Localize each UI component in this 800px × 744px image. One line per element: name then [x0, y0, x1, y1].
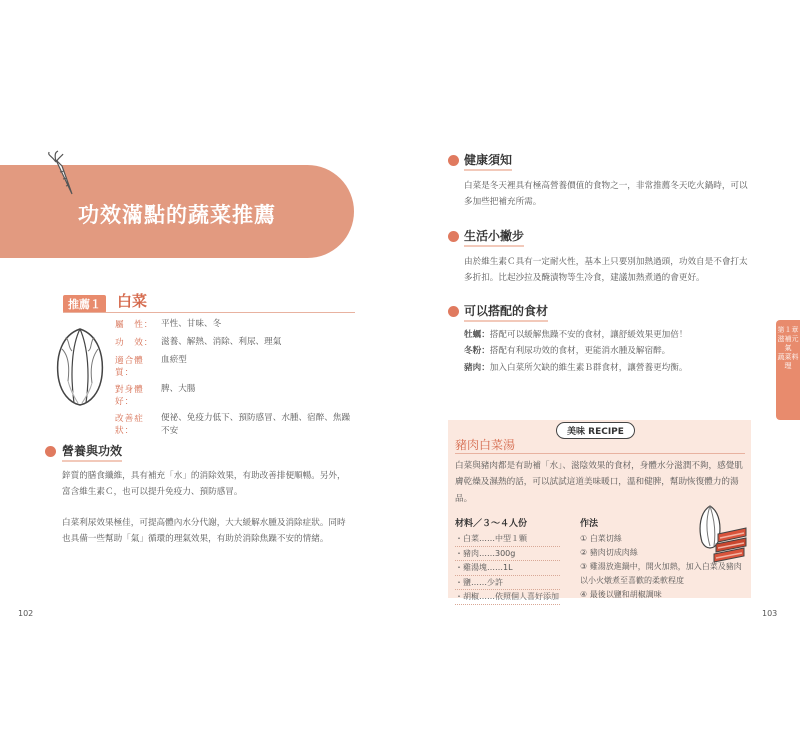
page-number: 103 — [762, 609, 778, 618]
tomato-icon — [448, 231, 459, 242]
divider — [63, 312, 355, 313]
cabbage-illustration — [50, 325, 110, 407]
list-item: ・胡椒……依照個人喜好添加 — [455, 590, 560, 605]
list-item: 豬肉：加入白菜所欠缺的維生素Ｂ群食材，讓營養更均衡。 — [464, 362, 688, 373]
ingredients-title: 材料／３～４人份 — [455, 519, 528, 529]
section-title: 生活小撇步 — [464, 227, 524, 247]
list-item: ・雞湯塊……1L — [455, 561, 560, 576]
recommend-tag: 推薦１ — [63, 295, 106, 313]
recipe-badge: 美味 RECIPE — [556, 422, 635, 439]
list-item: 冬粉：搭配有利尿功效的食材，更能消水腫及解宿醉。 — [464, 346, 671, 357]
paragraph: 由於維生素Ｃ具有一定耐火性，基本上只要別加熱過頭，功效自是不會打太多折扣。比起沙拉及醃漬物等生冷食，建議加熱煮過的會更好。 — [464, 257, 748, 284]
attribute-row: 對身體好： 脾、大腸 — [115, 383, 196, 407]
ingredient-list — [455, 532, 560, 605]
list-item: ③ 雞湯放進鍋中，開火加熱，加入白菜及豬肉以小火燉煮至喜歡的柔軟程度 — [580, 562, 742, 585]
paragraph: 白菜是冬天裡具有極高營養價值的食物之一，非常推薦冬天吃火鍋時，可以多加些把補充所需。 — [464, 181, 748, 208]
tomato-icon — [448, 306, 459, 317]
tomato-icon — [448, 155, 459, 166]
list-item: ・鹽……少許 — [455, 576, 560, 591]
list-item: ・豬肉……300g — [455, 547, 560, 562]
pork-cabbage-illustration — [690, 498, 748, 566]
chapter-tab: 第１章 滋補元氣 蔬菜料理 — [776, 320, 800, 420]
vegetable-name: 白菜 — [117, 292, 148, 310]
recipe-intro: 白菜與豬肉都是有助補「水」、滋陰效果的食材，身體水分滋潤不夠，感覺肌膚乾燥及濕熱的話，可以試試這道美味暖口，溫和健脾，幫助恢復體力的湯品。 — [455, 461, 743, 504]
list-item: ① 白菜切絲 — [580, 534, 622, 543]
list-item: ④ 最後以鹽和胡椒調味 — [580, 590, 662, 599]
list-item: 牡蠣：搭配可以緩解焦躁不安的食材，讓舒緩效果更加倍！ — [464, 330, 688, 340]
recipe-title: 豬肉白菜湯 — [455, 438, 516, 452]
attribute-row: 改善症狀： 便祕、免疫力低下、預防感冒、水腫、宿醉、焦躁不安 — [115, 412, 351, 436]
page-number: 102 — [18, 609, 34, 618]
tomato-icon — [45, 446, 56, 457]
section-title: 可以搭配的食材 — [464, 302, 548, 322]
paragraph: 白菜利尿效果極佳，可提高體內水分代謝，大大緩解水腫及消除症狀。同時也具備一些幫助「氣」循環的理氣效果，有助於消除焦躁不安的情緒。 — [62, 518, 346, 545]
page-title: 功效滿點的蔬菜推薦 — [78, 203, 276, 227]
divider — [455, 453, 745, 454]
section-title: 營養與功效 — [62, 442, 122, 462]
attribute-row: 功 效： 滋養、解熱、消除、利尿、理氣 — [115, 336, 282, 348]
carrot-icon — [42, 150, 82, 198]
attribute-row: 適合體質： 血瘀型 — [115, 354, 187, 378]
paragraph: 鋅質的膳食纖維，具有補充「水」的消除效果，有助改善排便順暢。另外，富含維生素Ｃ，也可以提升免疫力、預防感冒。 — [62, 471, 346, 498]
list-item: ② 豬肉切成肉絲 — [580, 548, 638, 557]
pairing-list — [464, 327, 754, 376]
attribute-table — [115, 318, 355, 443]
attribute-row: 屬 性： 平性、甘味、冬 — [115, 319, 222, 330]
section-title: 健康須知 — [464, 151, 512, 171]
steps-title: 作法 — [580, 519, 599, 529]
list-item: ・白菜……中型１顆 — [455, 532, 560, 547]
